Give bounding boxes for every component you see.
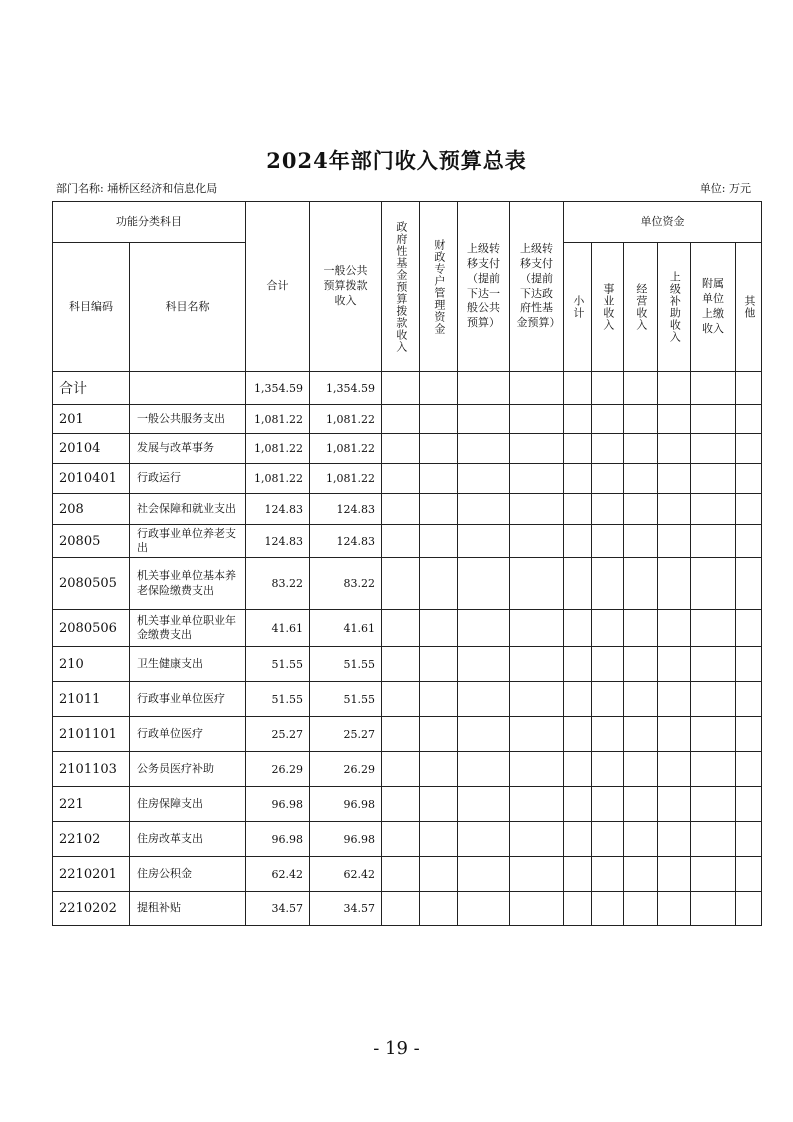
cell-general-public: 1,081.22 [310, 405, 382, 434]
cell-empty [658, 717, 691, 752]
cell-empty [382, 372, 420, 405]
cell-empty [736, 752, 762, 787]
cell-empty [658, 558, 691, 610]
cell-empty [420, 434, 458, 464]
header-other [736, 243, 762, 372]
cell-empty [458, 647, 510, 682]
table-row [53, 525, 762, 558]
cell-empty [420, 822, 458, 857]
cell-empty [510, 717, 564, 752]
cell-empty [736, 558, 762, 610]
cell-empty [420, 752, 458, 787]
cell-empty [564, 464, 592, 494]
cell-general-public: 34.57 [310, 892, 382, 926]
cell-empty [458, 857, 510, 892]
cell-empty [658, 682, 691, 717]
cell-empty [691, 525, 736, 558]
cell-name: 社会保障和就业支出 [130, 494, 246, 525]
cell-empty [736, 787, 762, 822]
header-other-text: 其他 [742, 295, 756, 319]
cell-empty [510, 682, 564, 717]
cell-empty [420, 892, 458, 926]
cell-empty [458, 525, 510, 558]
cell-empty [592, 405, 624, 434]
header-business-income-text: 事业收入 [601, 283, 615, 331]
cell-total: 51.55 [246, 647, 310, 682]
cell-empty [420, 610, 458, 647]
header-unit-funds: 单位资金 [564, 202, 762, 243]
cell-empty [691, 892, 736, 926]
cell-general-public: 25.27 [310, 717, 382, 752]
cell-empty [458, 892, 510, 926]
cell-empty [736, 405, 762, 434]
table-row [53, 558, 762, 610]
cell-general-public: 1,081.22 [310, 434, 382, 464]
header-gov-fund [382, 202, 420, 372]
cell-empty [510, 647, 564, 682]
cell-empty [382, 464, 420, 494]
cell-name: 机关事业单位职业年金缴费支出 [130, 610, 246, 647]
cell-empty [458, 822, 510, 857]
cell-empty [736, 892, 762, 926]
table-row [53, 717, 762, 752]
cell-empty [691, 752, 736, 787]
header-general-public-text: 一般公共预算拨款收入 [323, 264, 368, 307]
cell-empty [420, 682, 458, 717]
cell-empty [510, 464, 564, 494]
cell-empty [624, 434, 658, 464]
cell-total: 1,081.22 [246, 464, 310, 494]
cell-total: 26.29 [246, 752, 310, 787]
cell-empty [592, 682, 624, 717]
cell-empty [420, 525, 458, 558]
cell-name: 卫生健康支出 [130, 647, 246, 682]
cell-empty [691, 494, 736, 525]
cell-code: 2101103 [53, 752, 130, 787]
cell-empty [458, 558, 510, 610]
cell-empty [736, 525, 762, 558]
cell-empty [592, 525, 624, 558]
cell-empty [382, 822, 420, 857]
cell-general-public: 62.42 [310, 857, 382, 892]
table-row [53, 372, 762, 405]
cell-empty [564, 857, 592, 892]
cell-empty [592, 494, 624, 525]
cell-name: 行政单位医疗 [130, 717, 246, 752]
cell-empty [510, 892, 564, 926]
table-row [53, 752, 762, 787]
header-fiscal-special [420, 202, 458, 372]
cell-empty [382, 434, 420, 464]
cell-empty [564, 647, 592, 682]
cell-empty [736, 610, 762, 647]
cell-empty [624, 464, 658, 494]
cell-empty [736, 857, 762, 892]
cell-empty [564, 372, 592, 405]
cell-name: 行政运行 [130, 464, 246, 494]
cell-general-public: 96.98 [310, 787, 382, 822]
cell-name: 行政事业单位医疗 [130, 682, 246, 717]
cell-empty [691, 682, 736, 717]
cell-empty [624, 787, 658, 822]
cell-empty [564, 682, 592, 717]
cell-total: 1,354.59 [246, 372, 310, 405]
cell-name: 住房改革支出 [130, 822, 246, 857]
header-transfer-general [458, 202, 510, 372]
table-row [53, 892, 762, 926]
cell-empty [510, 752, 564, 787]
cell-general-public: 1,354.59 [310, 372, 382, 405]
cell-empty [658, 434, 691, 464]
cell-empty [736, 647, 762, 682]
cell-total: 96.98 [246, 822, 310, 857]
cell-code: 20104 [53, 434, 130, 464]
cell-empty [510, 525, 564, 558]
cell-code: 2210201 [53, 857, 130, 892]
cell-empty [564, 494, 592, 525]
cell-empty [382, 647, 420, 682]
cell-name: 提租补贴 [130, 892, 246, 926]
cell-empty [658, 464, 691, 494]
header-func-group: 功能分类科目 [53, 202, 246, 243]
cell-name: 机关事业单位基本养老保险缴费支出 [130, 558, 246, 610]
cell-empty [458, 752, 510, 787]
cell-code: 208 [53, 494, 130, 525]
cell-empty [420, 787, 458, 822]
cell-empty [382, 558, 420, 610]
cell-empty [420, 372, 458, 405]
cell-empty [382, 752, 420, 787]
cell-empty [420, 857, 458, 892]
cell-empty [458, 405, 510, 434]
cell-empty [382, 717, 420, 752]
page-title: 2024年部门收入预算总表 [266, 148, 527, 173]
cell-general-public: 83.22 [310, 558, 382, 610]
header-operating-income [624, 243, 658, 372]
cell-empty [564, 434, 592, 464]
header-transfer-fund-text: 上级转移支付（提前下达政府性基金预算） [516, 241, 561, 330]
cell-empty [691, 787, 736, 822]
cell-empty [420, 405, 458, 434]
cell-general-public: 51.55 [310, 647, 382, 682]
cell-empty [691, 464, 736, 494]
cell-empty [592, 752, 624, 787]
cell-empty [658, 610, 691, 647]
cell-empty [592, 372, 624, 405]
cell-empty [510, 558, 564, 610]
cell-empty [564, 717, 592, 752]
header-subtotal [564, 243, 592, 372]
cell-empty [458, 610, 510, 647]
cell-empty [736, 494, 762, 525]
cell-empty [624, 558, 658, 610]
header-business-income [592, 243, 624, 372]
cell-empty [624, 494, 658, 525]
header-code: 科目编码 [53, 243, 130, 372]
cell-empty [592, 857, 624, 892]
page-number: - 19 - [373, 1038, 420, 1059]
cell-empty [736, 434, 762, 464]
cell-empty [510, 494, 564, 525]
cell-general-public: 26.29 [310, 752, 382, 787]
cell-name: 公务员医疗补助 [130, 752, 246, 787]
cell-empty [624, 892, 658, 926]
cell-general-public: 124.83 [310, 494, 382, 525]
cell-empty [736, 372, 762, 405]
cell-empty [624, 682, 658, 717]
cell-empty [592, 647, 624, 682]
cell-code: 2010401 [53, 464, 130, 494]
cell-empty [624, 525, 658, 558]
cell-empty [382, 857, 420, 892]
table-row [53, 647, 762, 682]
cell-empty [382, 682, 420, 717]
cell-empty [624, 752, 658, 787]
header-subtotal-text: 小计 [571, 295, 585, 319]
cell-name: 住房公积金 [130, 857, 246, 892]
cell-total: 1,081.22 [246, 434, 310, 464]
header-affiliated-income [691, 243, 736, 372]
header-superior-subsidy [658, 243, 691, 372]
cell-total: 124.83 [246, 525, 310, 558]
department-name: 部门名称: 埇桥区经济和信息化局 [56, 182, 218, 195]
cell-empty [736, 822, 762, 857]
cell-empty [624, 610, 658, 647]
cell-empty [510, 610, 564, 647]
cell-empty [510, 434, 564, 464]
cell-empty [458, 372, 510, 405]
cell-empty [458, 434, 510, 464]
cell-name: 发展与改革事务 [130, 434, 246, 464]
cell-empty [420, 647, 458, 682]
cell-empty [458, 787, 510, 822]
cell-empty [658, 857, 691, 892]
cell-empty [564, 525, 592, 558]
cell-empty [736, 464, 762, 494]
header-affiliated-income-text: 附属单位上缴收入 [702, 277, 724, 335]
table-row [53, 494, 762, 525]
header-fiscal-special-text: 财政专户管理资金 [432, 238, 446, 335]
cell-code: 2080506 [53, 610, 130, 647]
cell-total: 124.83 [246, 494, 310, 525]
table-row [53, 405, 762, 434]
cell-code: 2210202 [53, 892, 130, 926]
cell-empty [592, 822, 624, 857]
header-name: 科目名称 [130, 243, 246, 372]
cell-empty [510, 405, 564, 434]
cell-empty [624, 647, 658, 682]
cell-empty [564, 610, 592, 647]
cell-empty [624, 717, 658, 752]
cell-name [130, 372, 246, 405]
header-total: 合计 [246, 202, 310, 372]
cell-total: 51.55 [246, 682, 310, 717]
cell-general-public: 124.83 [310, 525, 382, 558]
cell-empty [691, 405, 736, 434]
cell-empty [382, 494, 420, 525]
header-operating-income-text: 经营收入 [634, 283, 648, 331]
cell-empty [658, 494, 691, 525]
cell-empty [691, 610, 736, 647]
header-general-public [310, 202, 382, 372]
cell-empty [592, 787, 624, 822]
cell-total: 34.57 [246, 892, 310, 926]
cell-empty [624, 857, 658, 892]
cell-empty [658, 647, 691, 682]
cell-empty [691, 372, 736, 405]
table-row [53, 682, 762, 717]
cell-empty [658, 892, 691, 926]
cell-empty [624, 372, 658, 405]
cell-empty [564, 787, 592, 822]
cell-empty [658, 752, 691, 787]
cell-empty [564, 752, 592, 787]
cell-code: 2101101 [53, 717, 130, 752]
cell-code: 22102 [53, 822, 130, 857]
cell-total: 83.22 [246, 558, 310, 610]
cell-empty [691, 558, 736, 610]
cell-total: 1,081.22 [246, 405, 310, 434]
cell-general-public: 51.55 [310, 682, 382, 717]
cell-empty [564, 892, 592, 926]
cell-code: 合计 [53, 372, 130, 405]
cell-code: 20805 [53, 525, 130, 558]
table-row [53, 610, 762, 647]
cell-code: 21011 [53, 682, 130, 717]
header-transfer-fund [510, 202, 564, 372]
cell-empty [564, 822, 592, 857]
table-row [53, 857, 762, 892]
cell-empty [420, 558, 458, 610]
cell-empty [658, 405, 691, 434]
cell-empty [564, 405, 592, 434]
cell-empty [691, 822, 736, 857]
cell-total: 96.98 [246, 787, 310, 822]
cell-empty [624, 405, 658, 434]
cell-empty [510, 372, 564, 405]
cell-name: 住房保障支出 [130, 787, 246, 822]
header-superior-subsidy-text: 上级补助收入 [668, 271, 682, 343]
cell-name: 行政事业单位养老支出 [130, 525, 246, 558]
cell-empty [691, 434, 736, 464]
cell-empty [592, 892, 624, 926]
cell-code: 201 [53, 405, 130, 434]
cell-empty [736, 717, 762, 752]
cell-empty [624, 822, 658, 857]
table-row [53, 787, 762, 822]
cell-empty [382, 610, 420, 647]
cell-empty [420, 464, 458, 494]
cell-empty [736, 682, 762, 717]
cell-empty [420, 717, 458, 752]
cell-empty [658, 822, 691, 857]
cell-empty [382, 787, 420, 822]
cell-empty [510, 857, 564, 892]
cell-empty [658, 372, 691, 405]
cell-empty [691, 857, 736, 892]
cell-name: 一般公共服务支出 [130, 405, 246, 434]
cell-empty [592, 717, 624, 752]
cell-general-public: 96.98 [310, 822, 382, 857]
cell-empty [382, 892, 420, 926]
unit-label: 单位: 万元 [699, 182, 751, 195]
cell-empty [691, 717, 736, 752]
cell-empty [564, 558, 592, 610]
cell-empty [592, 558, 624, 610]
cell-code: 210 [53, 647, 130, 682]
cell-empty [510, 787, 564, 822]
cell-empty [510, 822, 564, 857]
cell-empty [458, 682, 510, 717]
budget-table [52, 201, 762, 926]
table-row [53, 464, 762, 494]
cell-empty [592, 610, 624, 647]
table-row [53, 822, 762, 857]
cell-general-public: 41.61 [310, 610, 382, 647]
table-row [53, 434, 762, 464]
cell-empty [658, 787, 691, 822]
cell-empty [420, 494, 458, 525]
table-body [53, 372, 762, 926]
cell-empty [382, 405, 420, 434]
cell-total: 25.27 [246, 717, 310, 752]
cell-empty [458, 717, 510, 752]
header-transfer-general-text: 上级转移支付（提前下达一般公共预算） [467, 241, 500, 330]
cell-empty [658, 525, 691, 558]
cell-general-public: 1,081.22 [310, 464, 382, 494]
cell-code: 221 [53, 787, 130, 822]
header-gov-fund-text: 政府性基金预算拨款收入 [394, 220, 408, 353]
cell-empty [382, 525, 420, 558]
cell-empty [458, 494, 510, 525]
cell-empty [592, 464, 624, 494]
cell-empty [691, 647, 736, 682]
cell-total: 62.42 [246, 857, 310, 892]
cell-total: 41.61 [246, 610, 310, 647]
cell-empty [458, 464, 510, 494]
cell-code: 2080505 [53, 558, 130, 610]
cell-empty [592, 434, 624, 464]
